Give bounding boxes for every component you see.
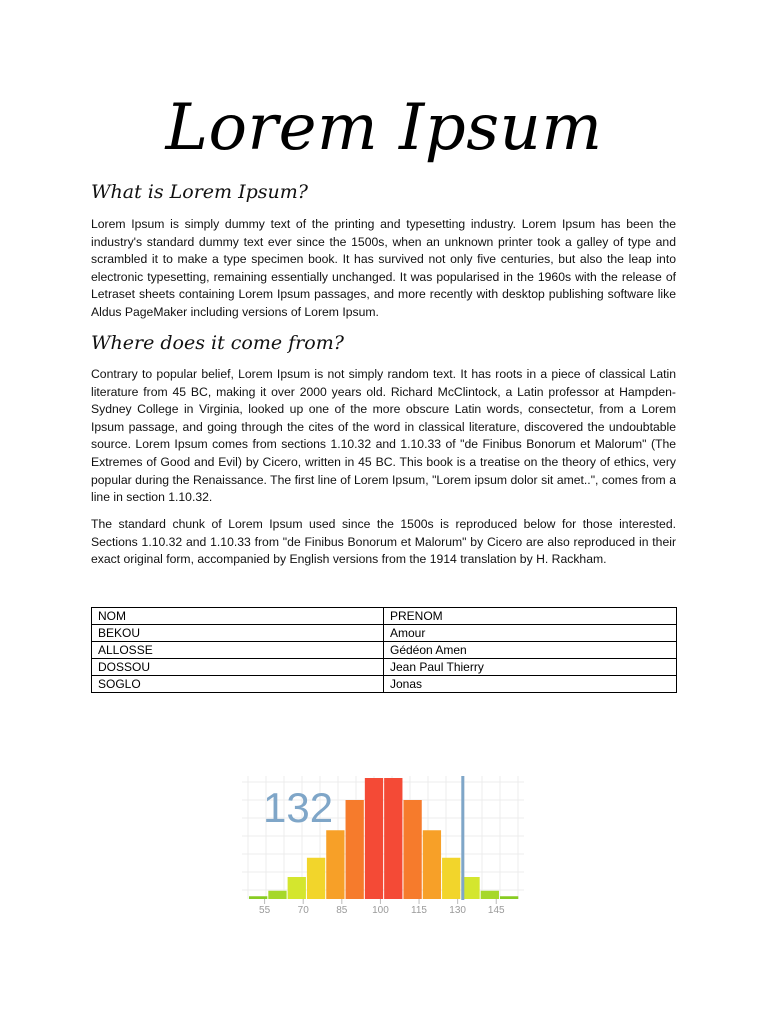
histogram-bar <box>307 858 325 899</box>
table-row <box>92 676 677 693</box>
table-cell: Amour <box>384 625 677 642</box>
table-cell: Jean Paul Thierry <box>384 659 677 676</box>
x-tick-label: 70 <box>297 905 309 916</box>
histogram-bar <box>346 800 364 899</box>
table-row <box>92 659 677 676</box>
document-title: Lorem Ipsum <box>165 91 603 165</box>
table-cell: Gédéon Amen <box>384 642 677 659</box>
table-cell: BEKOU <box>92 625 384 642</box>
table-header-cell: NOM <box>92 608 384 625</box>
x-tick-label: 100 <box>372 905 389 916</box>
names-table <box>91 607 677 693</box>
table-cell: DOSSOU <box>92 659 384 676</box>
histogram-bar <box>442 858 460 899</box>
table-cell: ALLOSSE <box>92 642 384 659</box>
x-tick-label: 145 <box>487 905 505 916</box>
chart-value-label: 132 <box>263 784 334 831</box>
table-row <box>92 625 677 642</box>
table-row <box>92 642 677 659</box>
section-heading-where: Where does it come from? <box>91 332 344 354</box>
histogram-bar <box>365 778 383 899</box>
x-tick-label: 130 <box>449 905 466 916</box>
histogram-bar <box>481 891 499 899</box>
histogram-bar <box>423 830 441 899</box>
histogram-bar <box>268 891 286 899</box>
x-tick-label: 115 <box>411 905 428 916</box>
paragraph-where-2: The standard chunk of Lorem Ipsum used since the 1500s is reproduced below for those interested. Sections 1.10.32 and 1.10.33 from "de Finibus Bonorum et Malorum" by Cicero are also reproduced in their exact original form, accompanied by English versions from the 1914 translation by H. Rackham. <box>91 517 676 567</box>
section-heading-what: What is Lorem Ipsum? <box>91 181 308 203</box>
histogram-chart <box>238 772 528 917</box>
table-cell: Jonas <box>384 676 677 693</box>
histogram-bar <box>500 896 518 899</box>
histogram-bar <box>326 830 344 899</box>
histogram-bar <box>249 896 267 899</box>
histogram-bar <box>288 877 306 899</box>
table-cell: SOGLO <box>92 676 384 693</box>
paragraph-what: Lorem Ipsum is simply dummy text of the printing and typesetting industry. Lorem Ipsum has been the industry's standard dummy text ever since the 1500s, when an unknown printer took a galley of type and scrambled it to make a type specimen book. It has survived not only five centuries, but also the leap into electronic typesetting, remaining essentially unchanged. It was popularised in the 1960s with the release of Letraset sheets containing Lorem Ipsum passages, and more recently with desktop publishing software like Aldus PageMaker including versions of Lorem Ipsum. <box>91 217 676 319</box>
paragraph-where-1: Contrary to popular belief, Lorem Ipsum is not simply random text. It has roots in a piece of classical Latin literature from 45 BC, making it over 2000 years old. Richard McClintock, a Latin professor at Hampden-Sydney College in Virginia, looked up one of the more obscure Latin words, consectetur, from a Lorem Ipsum passage, and going through the cites of the word in classical literature, discovered the undoubtable source. Lorem Ipsum comes from sections 1.10.32 and 1.10.33 of "de Finibus Bonorum et Malorum" (The Extremes of Good and Evil) by Cicero, written in 45 BC. This book is a treatise on the theory of ethics, very popular during the Renaissance. The first line of Lorem Ipsum, "Lorem ipsum dolor sit amet..", comes from a line in section 1.10.32. <box>91 367 676 505</box>
table-header-row <box>92 608 677 625</box>
x-tick-label: 85 <box>336 905 348 916</box>
x-tick-label: 55 <box>259 905 271 916</box>
table-header-cell: PRENOM <box>384 608 677 625</box>
histogram-bar <box>403 800 421 899</box>
histogram-bar <box>384 778 402 899</box>
